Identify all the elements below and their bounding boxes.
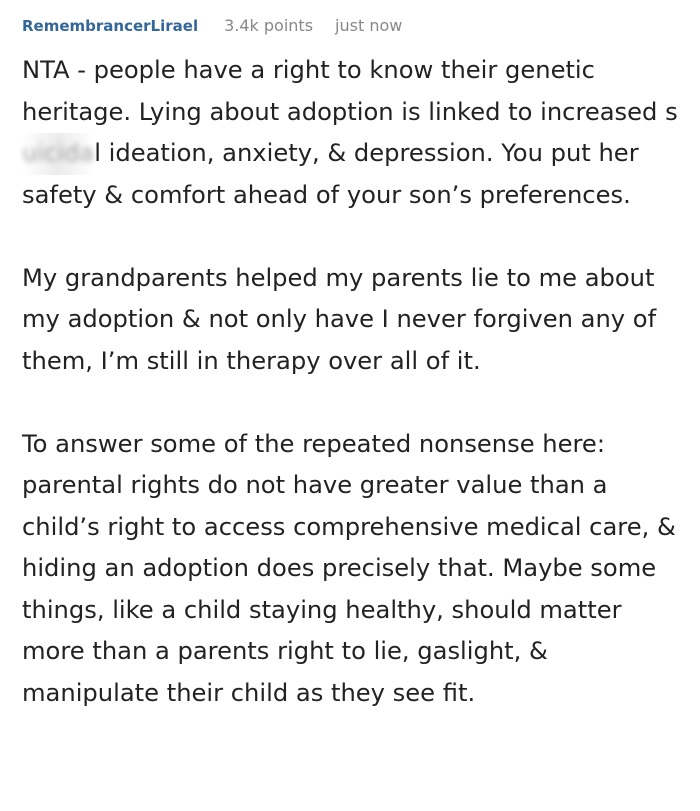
paragraph-1-text-start: NTA - people have a right to know their genetic heritage. Lying about adoption is linked to increased s (22, 56, 678, 126)
username-link[interactable]: RemembrancerLirael (22, 17, 199, 35)
timestamp: just now (335, 16, 403, 35)
paragraph-1-text-end: l ideation, anxiety, & depression. You put her safety & comfort ahead of your son’s preferences. (22, 139, 639, 209)
points-count: 3.4k points (224, 16, 314, 35)
comment-paragraph-3: To answer some of the repeated nonsense here: parental rights do not have greater value than a child’s right to access comprehensive medical care, & hiding an adoption does precisely that. Maybe some things, like a child staying healthy, should matter more than a parents right to lie, gaslight, & manipulate their child as they see fit. (22, 429, 676, 707)
comment-paragraph-1 (22, 50, 678, 216)
comment-meta (22, 16, 678, 44)
censored-word-blur: uicida (22, 133, 94, 175)
comment-paragraph-2: My grandparents helped my parents lie to me about my adoption & not only have I never forgiven any of them, I’m still in therapy over all of it. (22, 263, 657, 375)
comment-body (22, 50, 678, 714)
